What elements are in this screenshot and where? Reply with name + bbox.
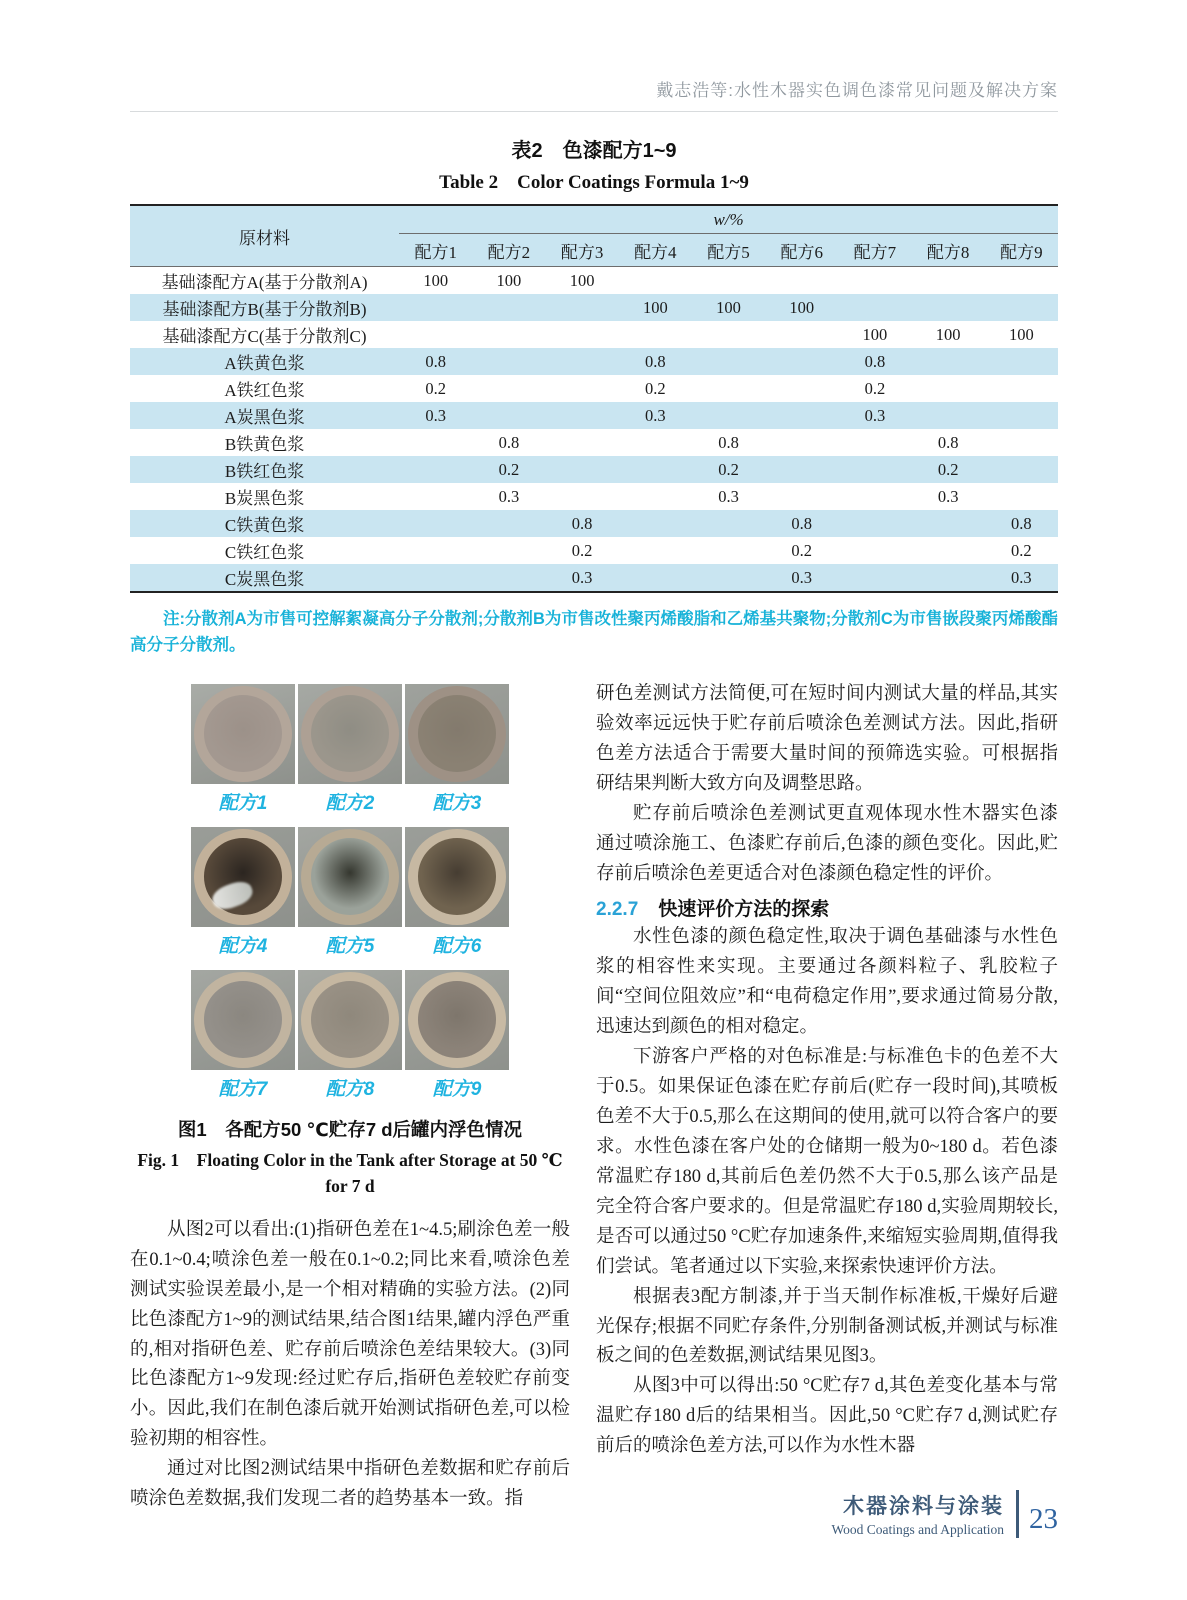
table-cell [399,456,472,483]
table-title-cn: 表2 色漆配方1~9 [511,140,677,162]
table-cell: 0.2 [864,378,886,398]
table-cell [985,294,1058,321]
figure-caption-en-line1: Fig. 1 Floating Color in the Tank after Storage at 50 ℃ [137,1150,563,1171]
can-photo [191,684,295,784]
table-cell [838,483,911,510]
formula-table-body [130,267,1058,593]
can-label: 配方5 [325,936,375,958]
table-cell: 0.3 [645,405,666,425]
table-cell [472,402,545,429]
body-paragraph: 从图3中可以得出:50 °C贮存7 d,其色差变化基本与常温贮存180 d后的结果相当。因此,50 °C贮存7 d,测试贮存前后的喷涂色差方法,可以作为水性木器 [596,1376,1058,1457]
table-cell [912,375,985,402]
table-cell: 0.3 [425,405,447,425]
can-rim [408,686,506,782]
figure-caption-cn: 图1 各配方50 ℃贮存7 d后罐内浮色情况 [177,1119,523,1141]
figure-1-caption [130,1116,570,1200]
table-cell [619,510,692,537]
row-label: B炭黑色浆 [224,489,305,508]
table-cell [692,564,765,592]
can-photo-cell [405,827,509,967]
table-cell: 0.2 [571,540,593,560]
can-label: 配方4 [218,936,268,958]
can-photo [191,970,295,1070]
can-photo-cell [405,970,509,1110]
can-photo [405,970,509,1070]
table-cell [838,564,911,592]
table-cell [546,456,619,483]
table-cell: 0.3 [864,405,886,425]
table-cell: 100 [569,270,595,290]
journal-name [831,1490,1004,1538]
column-header-materials: 原材料 [239,228,291,248]
table-cell [546,375,619,402]
can-liquid [418,981,496,1058]
table-cell [399,483,472,510]
table-cell: 100 [496,270,522,290]
can-photo [298,827,402,927]
table-cell [472,294,545,321]
table-cell [985,375,1058,402]
can-photo [405,827,509,927]
table-cell: 100 [789,297,815,317]
can-rim [301,972,399,1068]
can-liquid [418,838,496,915]
table-cell: 0.8 [937,432,959,452]
row-label: A铁红色浆 [224,381,305,400]
table-cell [838,510,911,537]
body-paragraph: 下游客户严格的对色标准是:与标准色卡的色差不大于0.5。如果保证色漆在贮存前后(贮存一段时间),其喷板色差不大于0.5,那么在这期间的使用,就可以符合客户的要求。水性色漆在客户处的仓储期一般为0~180 d。若色漆常温贮存180 d,其前后色差仍然不大于0.5,那么该产品是完全符合客户要求的。但是常温贮存180 d,实验周期较长,是否可以通过50 °C贮存加速条件,来缩短实验周期,值得我们尝试。笔者通过以下实验,来探索快速评价方法。 [596,1046,1058,1277]
can-label: 配方3 [432,793,482,815]
table-cell [619,267,692,295]
table-row [130,429,1058,456]
body-paragraph: 水性色漆的颜色稳定性,取决于调色基础漆与水性色浆的相容性来实现。主要通过各颜料粒子、乳胶粒子间“空间位阻效应”和“电荷稳定作用”,要求通过简易分散,迅速达到颜色的相对稳定。 [596,926,1058,1037]
table-cell [838,294,911,321]
table-cell: 0.2 [645,378,666,398]
can-liquid [418,695,496,772]
table-title-en: Table 2 Color Coatings Formula 1~9 [439,172,749,193]
table-cell: 100 [1008,324,1034,344]
running-header [130,0,1058,112]
can-label: 配方9 [432,1079,482,1101]
can-label: 配方6 [432,936,482,958]
table-cell: 0.8 [425,351,447,371]
section-heading-2-2-7 [596,894,1058,921]
table-cell [399,429,472,456]
two-column-layout [130,680,1058,1515]
table-cell: 0.3 [498,486,520,506]
table-cell: 0.3 [937,486,959,506]
table-cell [546,402,619,429]
column-header-formula: 配方5 [707,242,750,262]
can-photo [405,684,509,784]
body-paragraph: 研色差测试方法简便,可在短时间内测试大量的样品,其实验效率远远快于贮存前后喷涂色差测试方法。因此,指研色差方法适合于需要大量时间的预筛选实验。可根据指研结果判断大致方向及调整思路。 [596,684,1058,795]
table-cell [546,294,619,321]
table-cell: 100 [423,270,449,290]
column-header-formula: 配方2 [487,242,531,262]
row-label: C铁红色浆 [224,543,305,562]
table-cell [912,537,985,564]
can-photo [298,970,402,1070]
journal-name-cn: 木器涂料与涂装 [843,1495,1004,1518]
table-cell: 100 [862,324,888,344]
table-cell [619,537,692,564]
body-paragraph: 从图2可以看出:(1)指研色差在1~4.5;刷涂色差一般在0.1~0.4;喷涂色差一般在0.1~0.2;同比来看,喷涂色差测试实验误差最小,是一个相对精确的实验方法。(2)同比色漆配方1~9的测试结果,结合图1结果,罐内浮色严重的,相对指研色差、贮存前后喷涂色差结果较大。(3)同比色漆配方1~9发现:经过贮存后,指研色差较贮存前变小。因此,我们在制色漆后就开始测试指研色差,可以检验初期的相容性。 [130,1219,570,1450]
can-liquid [204,695,282,772]
can-label: 配方2 [325,793,375,815]
table-cell: 0.2 [791,540,813,560]
column-header-formula: 配方1 [414,242,457,262]
row-label: A炭黑色浆 [224,408,305,427]
table-cell [765,456,838,483]
table-row [130,348,1058,375]
can-rim [194,972,292,1068]
can-label: 配方8 [325,1079,375,1101]
table-cell [472,321,545,348]
can-rim [408,829,506,925]
table-cell: 0.3 [1011,567,1032,587]
can-liquid [311,695,389,772]
table-cell: 0.2 [718,459,739,479]
left-column [130,680,570,1515]
table-cell [765,375,838,402]
table-cell [985,402,1058,429]
table-row [130,402,1058,429]
table-row [130,267,1058,295]
table-cell [838,537,911,564]
table-cell [985,456,1058,483]
table-cell [912,294,985,321]
can-photo-cell [191,827,295,967]
table-cell: 0.8 [791,513,813,533]
table-cell [838,456,911,483]
can-photo-cell [298,827,402,967]
right-column [596,680,1058,1515]
table-cell [765,267,838,295]
can-photo [298,684,402,784]
table-cell [399,294,472,321]
table-cell [619,321,692,348]
row-label: B铁红色浆 [224,462,305,481]
row-label: 基础漆配方B(基于分散剂B) [162,300,367,319]
table-cell [692,537,765,564]
section-title: 快速评价方法的探索 [658,898,830,920]
figure-1 [130,684,570,1200]
table-cell [765,483,838,510]
body-paragraph: 根据表3配方制漆,并于当天制作标准板,干燥好后避光保存;根据不同贮存条件,分别制备测试板,并测试与标准板之间的色差数据,测试结果见图3。 [596,1286,1058,1367]
table-cell: 100 [642,297,668,317]
formula-table [130,204,1058,593]
can-label: 配方7 [218,1079,268,1101]
figure-caption-en-line2: for 7 d [325,1176,375,1197]
can-liquid [311,838,389,915]
table-cell [399,510,472,537]
table-cell [692,267,765,295]
table-cell [765,321,838,348]
footer-divider [1016,1490,1019,1538]
can-gloss-reflection [209,878,255,914]
can-rim [301,829,399,925]
table-cell: 0.8 [571,513,593,533]
column-header-formula: 配方4 [634,242,677,262]
table-cell: 100 [935,324,961,344]
table-cell [838,267,911,295]
table-cell [472,510,545,537]
table-cell [912,402,985,429]
column-header-formula: 配方3 [560,242,604,262]
row-label: A铁黄色浆 [224,354,305,373]
table-row [130,375,1058,402]
section-number: 2.2.7 [596,898,639,920]
table-cell [692,375,765,402]
table-cell: 100 [716,297,741,317]
table-cell [912,348,985,375]
table-row [130,483,1058,510]
formula-table-head [130,205,1058,267]
can-rim [194,686,292,782]
column-header-formula: 配方7 [853,242,897,262]
row-label: 基础漆配方C(基于分散剂C) [162,327,367,346]
table-cell [985,348,1058,375]
page-content [130,0,1058,1515]
running-title: 戴志浩等:水性木器实色调色漆常见问题及解决方案 [656,81,1058,100]
table-row [130,537,1058,564]
page-footer [831,1490,1058,1538]
table-cell: 0.3 [791,567,813,587]
table-cell [765,402,838,429]
table-cell [985,429,1058,456]
table-cell: 0.2 [937,459,959,479]
table-cell [399,537,472,564]
table-cell [619,483,692,510]
table-cell [546,348,619,375]
table-cell: 0.2 [1011,540,1032,560]
table-cell: 0.8 [498,432,520,452]
table-cell [472,375,545,402]
table-cell [546,321,619,348]
table-cell [619,429,692,456]
can-liquid [311,981,389,1058]
table-cell [765,348,838,375]
table-cell [472,348,545,375]
table-cell [692,402,765,429]
table-cell [692,348,765,375]
table-row [130,510,1058,537]
table-cell [546,429,619,456]
table-cell [838,429,911,456]
table-row [130,564,1058,592]
column-header-formula: 配方8 [926,242,970,262]
can-photo-cell [191,970,295,1110]
can-photo-cell [298,684,402,824]
table-cell [912,267,985,295]
can-rim [194,829,292,925]
table-cell: 0.3 [571,567,593,587]
can-photo-cell [191,684,295,824]
figure-caption-en [130,1147,570,1200]
table-cell: 0.8 [1011,513,1032,533]
table-cell [765,429,838,456]
journal-name-en: Wood Coatings and Application [831,1522,1004,1537]
table-cell [985,267,1058,295]
can-photo [191,827,295,927]
table-cell: 0.8 [718,432,739,452]
table-cell [692,510,765,537]
table-cell [619,564,692,592]
table-cell: 0.8 [645,351,666,371]
table-cell [399,564,472,592]
table-cell: 0.2 [425,378,447,398]
table-cell [472,537,545,564]
table-row [130,294,1058,321]
row-label: C炭黑色浆 [224,570,305,589]
table-cell [985,483,1058,510]
table2-block [130,134,1058,658]
table-note: 注:分散剂A为市售可控解絮凝高分子分散剂;分散剂B为市售改性聚丙烯酸脂和乙烯基共聚物;分散剂C为市售嵌段聚丙烯酸酯高分子分散剂。 [130,610,1058,654]
table-cell: 0.2 [498,459,520,479]
row-label: C铁黄色浆 [224,516,305,535]
row-label: B铁黄色浆 [224,435,305,454]
can-rim [301,686,399,782]
table-cell [692,321,765,348]
body-paragraph: 通过对比图2测试结果中指研色差数据和贮存前后喷涂色差数据,我们发现二者的趋势基本一致。指 [130,1459,570,1510]
can-rim [408,972,506,1068]
cans-grid [191,684,509,1110]
table-cell [399,321,472,348]
column-group-wpct: w/% [399,205,1058,234]
table-cell: 0.3 [718,486,739,506]
table-header-row-1 [130,205,1058,234]
can-photo-cell [298,970,402,1110]
can-liquid [204,981,282,1058]
body-paragraph: 贮存前后喷涂色差测试更直观体现水性木器实色漆通过喷涂施工、色漆贮存前后,色漆的颜色变化。因此,贮存前后喷涂色差更适合对色漆颜色稳定性的评价。 [596,804,1058,884]
table-row [130,321,1058,348]
can-label: 配方1 [218,793,268,815]
table-cell [619,456,692,483]
table-cell [912,510,985,537]
row-label: 基础漆配方A(基于分散剂A) [161,273,368,292]
can-photo-cell [405,684,509,824]
column-header-formula: 配方9 [1000,242,1043,262]
table-cell [472,564,545,592]
column-header-formula: 配方6 [780,242,823,262]
table-cell [546,483,619,510]
can-liquid [204,838,282,915]
table-cell: 0.8 [864,351,886,371]
table-cell [912,564,985,592]
table-row [130,456,1058,483]
page-number: 23 [1029,1502,1058,1535]
